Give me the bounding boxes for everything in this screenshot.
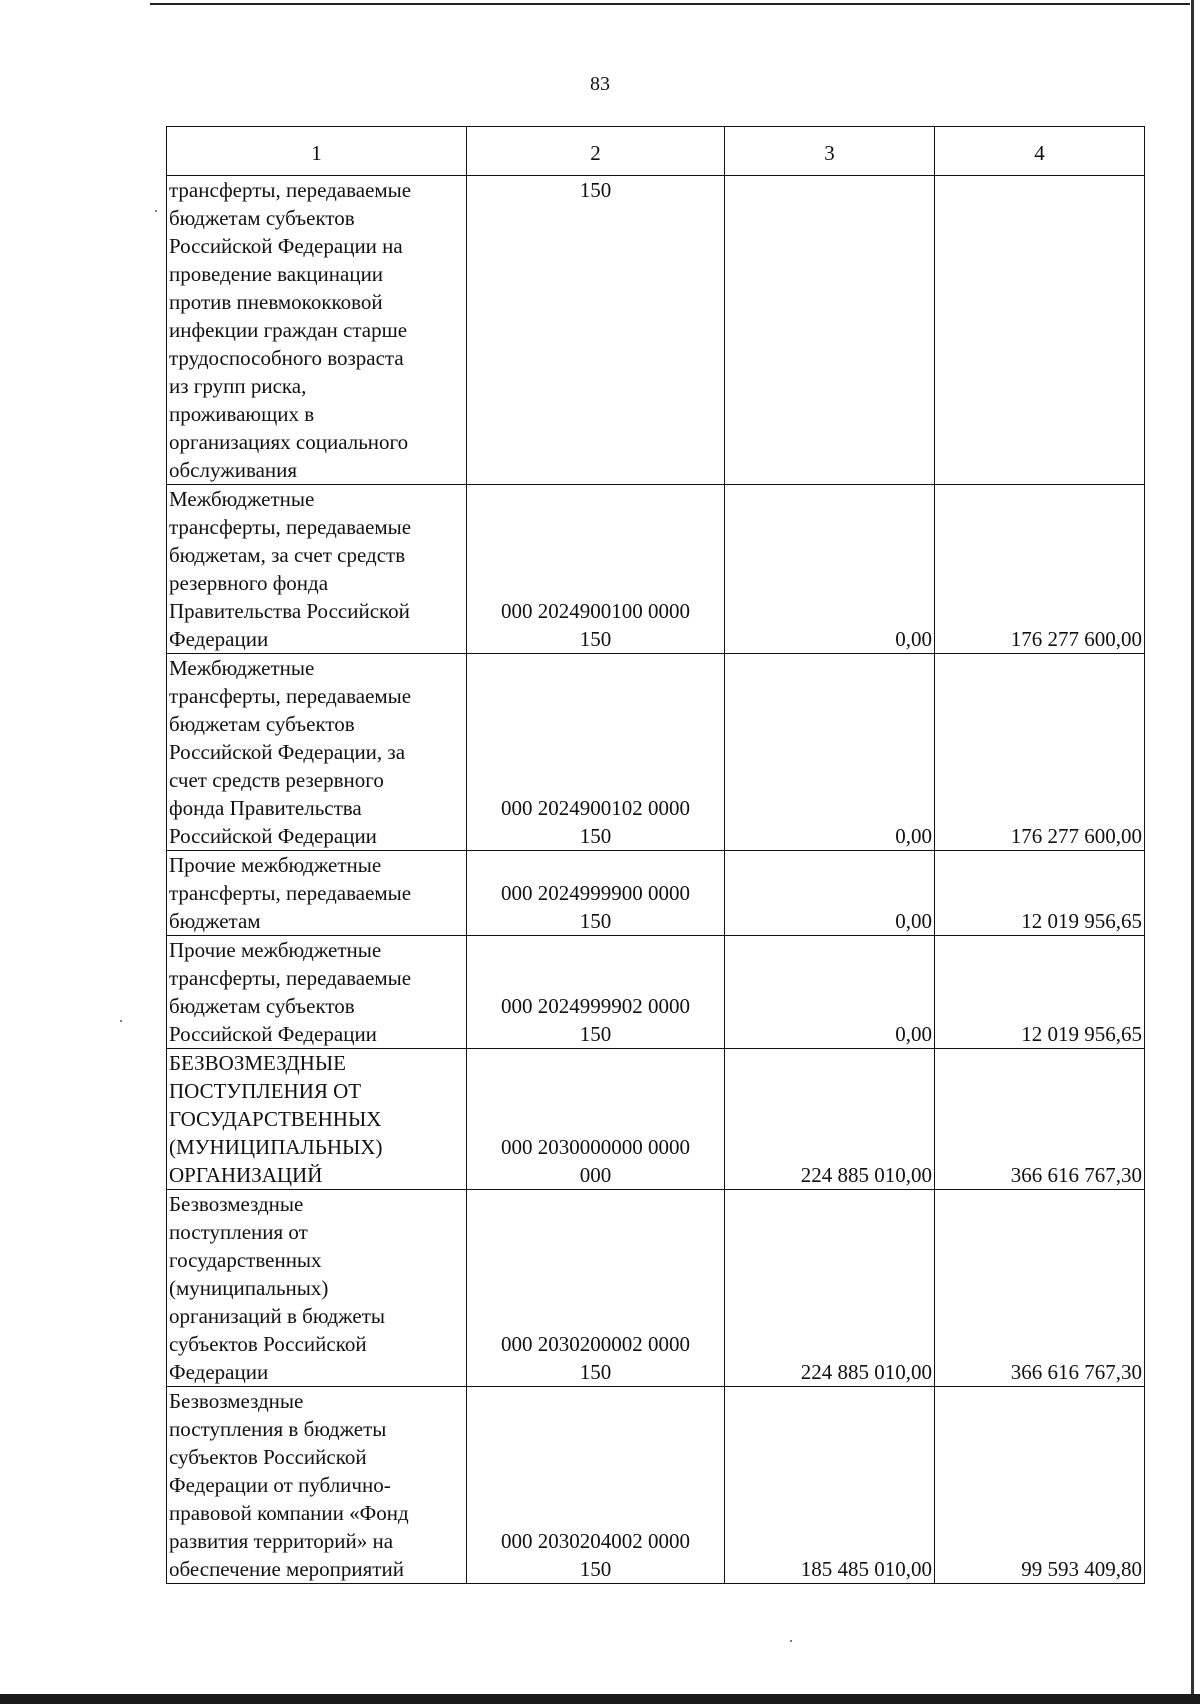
row-code: 150: [467, 176, 725, 485]
table-row: [167, 176, 1145, 485]
table-header-row: [167, 127, 1145, 176]
row-value-col3: [725, 176, 935, 485]
row-name: трансферты, передаваемые бюджетам субъектов Российской Федерации на проведение вакцинации против пневмококковой инфекции граждан старше трудоспособного возраста из групп риска, проживающих в организациях социального обслуживания: [167, 176, 467, 485]
table-row: [167, 1190, 1145, 1387]
row-value-col4: 99 593 409,80: [935, 1387, 1145, 1584]
row-name: Прочие межбюджетные трансферты, передаваемые бюджетам: [167, 851, 467, 936]
scan-speck: [790, 1640, 792, 1642]
row-code: 000 2030204002 0000 150: [467, 1387, 725, 1584]
row-value-col4: [935, 176, 1145, 485]
scan-edge-right: [1191, 0, 1194, 1700]
table-row: [167, 936, 1145, 1049]
scan-speck: [120, 1020, 122, 1022]
row-value-col3: 0,00: [725, 654, 935, 851]
table-row: [167, 654, 1145, 851]
header-col-4: 4: [935, 127, 1145, 176]
row-value-col4: 12 019 956,65: [935, 851, 1145, 936]
row-code: 000 2024900100 0000 150: [467, 485, 725, 654]
row-value-col4: 176 277 600,00: [935, 654, 1145, 851]
row-name: Межбюджетные трансферты, передаваемые бюджетам, за счет средств резервного фонда Правительства Российской Федерации: [167, 485, 467, 654]
row-value-col3: 224 885 010,00: [725, 1190, 935, 1387]
header-col-1: 1: [167, 127, 467, 176]
row-code: 000 2030200002 0000 150: [467, 1190, 725, 1387]
row-value-col3: 0,00: [725, 851, 935, 936]
row-value-col3: 0,00: [725, 936, 935, 1049]
row-code: 000 2024999900 0000 150: [467, 851, 725, 936]
row-value-col3: 0,00: [725, 485, 935, 654]
row-name: Безвозмездные поступления в бюджеты субъектов Российской Федерации от публично- правовой компании «Фонд развития территорий» на обеспечение мероприятий: [167, 1387, 467, 1584]
scan-speck: [155, 210, 157, 212]
row-name: Межбюджетные трансферты, передаваемые бюджетам субъектов Российской Федерации, за счет средств резервного фонда Правительства Российской Федерации: [167, 654, 467, 851]
row-value-col3: 185 485 010,00: [725, 1387, 935, 1584]
row-code: 000 2030000000 0000 000: [467, 1049, 725, 1190]
header-col-2: 2: [467, 127, 725, 176]
table-row: [167, 851, 1145, 936]
budget-table: [166, 126, 1145, 1584]
header-col-3: 3: [725, 127, 935, 176]
table-row: [167, 485, 1145, 654]
row-value-col3: 224 885 010,00: [725, 1049, 935, 1190]
row-value-col4: 12 019 956,65: [935, 936, 1145, 1049]
scan-edge-top: [150, 3, 1190, 5]
row-value-col4: 176 277 600,00: [935, 485, 1145, 654]
row-code: 000 2024900102 0000 150: [467, 654, 725, 851]
row-value-col4: 366 616 767,30: [935, 1049, 1145, 1190]
row-name: Безвозмездные поступления от государственных (муниципальных) организаций в бюджеты субъектов Российской Федерации: [167, 1190, 467, 1387]
table-row: [167, 1049, 1145, 1190]
row-code: 000 2024999902 0000 150: [467, 936, 725, 1049]
scan-edge-bottom: [0, 1694, 1200, 1704]
page-number: 83: [590, 73, 610, 95]
table-row: [167, 1387, 1145, 1584]
row-value-col4: 366 616 767,30: [935, 1190, 1145, 1387]
row-name: БЕЗВОЗМЕЗДНЫЕ ПОСТУПЛЕНИЯ ОТ ГОСУДАРСТВЕННЫХ (МУНИЦИПАЛЬНЫХ) ОРГАНИЗАЦИЙ: [167, 1049, 467, 1190]
row-name: Прочие межбюджетные трансферты, передаваемые бюджетам субъектов Российской Федерации: [167, 936, 467, 1049]
